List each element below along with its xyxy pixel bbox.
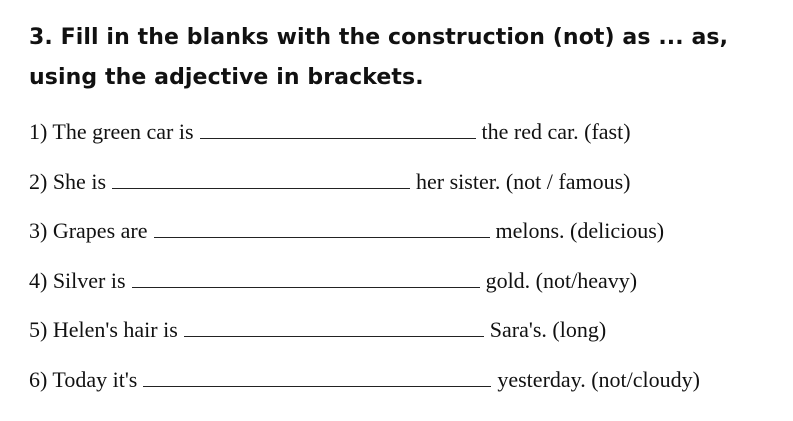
item-suffix: Sara's. (long) xyxy=(489,317,607,342)
exercise-item-1 xyxy=(29,117,789,167)
item-suffix: the red car. (fast) xyxy=(481,119,631,144)
answer-blank[interactable] xyxy=(132,269,480,288)
item-prefix: 4) Silver is xyxy=(29,267,126,293)
answer-blank[interactable] xyxy=(184,318,484,337)
answer-blank[interactable] xyxy=(200,120,476,139)
item-suffix: gold. (not/heavy) xyxy=(485,267,638,293)
exercise-item-3 xyxy=(29,216,789,266)
answer-blank[interactable] xyxy=(154,219,490,238)
item-prefix: 1) The green car is xyxy=(29,119,194,144)
item-suffix: her sister. (not / famous) xyxy=(416,168,631,194)
exercise-item-6 xyxy=(29,365,789,415)
item-suffix: yesterday. (not/cloudy) xyxy=(497,366,700,392)
item-prefix: 3) Grapes are xyxy=(29,218,148,243)
item-prefix: 2) She is xyxy=(29,168,106,194)
item-suffix: melons. (delicious) xyxy=(495,218,665,243)
answer-blank[interactable] xyxy=(112,170,410,189)
exercise-item-4 xyxy=(29,266,789,316)
exercise-item-5 xyxy=(29,315,789,365)
item-prefix: 6) Today it's xyxy=(29,366,138,392)
item-prefix: 5) Helen's hair is xyxy=(29,317,178,342)
answer-blank[interactable] xyxy=(143,368,491,387)
exercise-list xyxy=(29,117,789,414)
exercise-heading: 3. Fill in the blanks with the construction (not) as ... as, using the adjective in brackets. xyxy=(29,25,729,90)
exercise-item-2 xyxy=(29,167,789,217)
